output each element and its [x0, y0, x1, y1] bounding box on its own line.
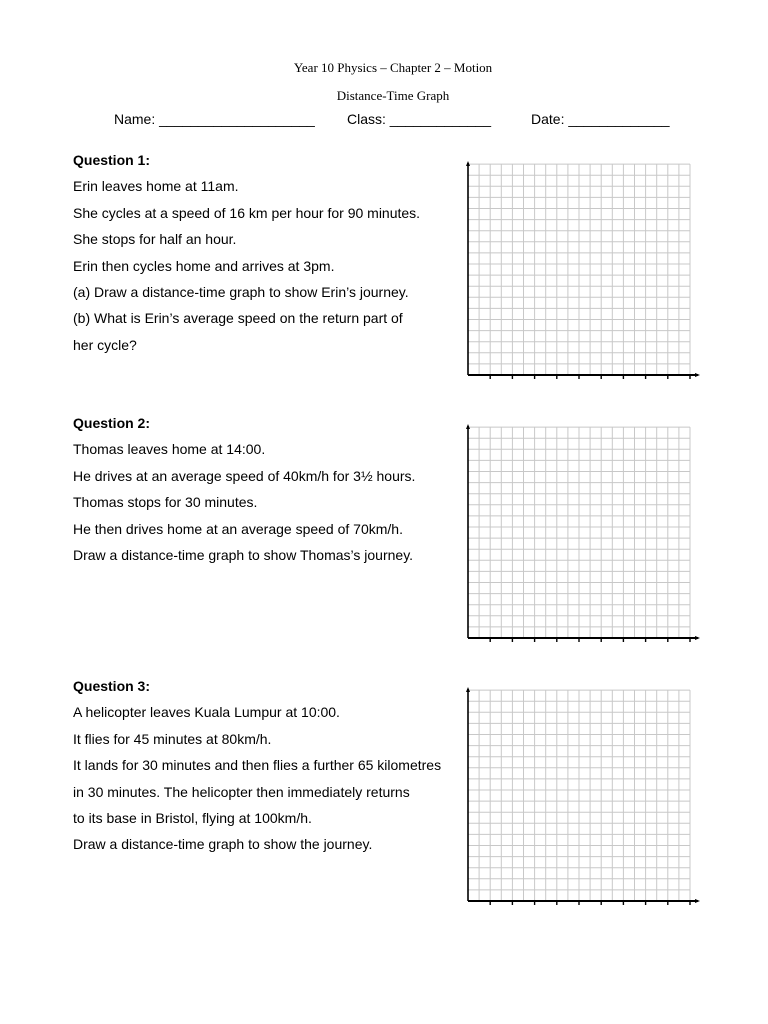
question-2-heading: Question 2:: [73, 415, 151, 431]
question-1-line: Erin then cycles home and arrives at 3pm.: [73, 257, 335, 274]
worksheet-subtitle: Distance-Time Graph: [336, 88, 450, 103]
x-axis-arrow: [695, 899, 700, 903]
question-1-line: Erin leaves home at 11am.: [73, 178, 239, 195]
question-3-line: It flies for 45 minutes at 80km/h.: [73, 730, 272, 747]
question-1-line: (b) What is Erin’s average speed on the return part of: [73, 310, 403, 327]
question-2-line: He drives at an average speed of 40km/h for 3½ hours.: [73, 467, 416, 484]
question-3-line: in 30 minutes. The helicopter then immediately returns: [73, 783, 410, 800]
name-field: Name: ____________________: [114, 111, 315, 127]
y-axis-arrow: [466, 161, 470, 166]
question-2-line: Thomas leaves home at 14:00.: [73, 441, 266, 458]
question-1-line: her cycle?: [73, 336, 137, 353]
question-1-line: She stops for half an hour.: [73, 231, 237, 248]
question-1-line: She cycles at a speed of 16 km per hour for 90 minutes.: [73, 204, 421, 221]
question-1: [73, 150, 420, 361]
question-3-line: to its base in Bristol, flying at 100km/h.: [73, 809, 312, 826]
y-axis-arrow: [466, 424, 470, 429]
graph-grid-1: [462, 160, 702, 380]
worksheet-title: Year 10 Physics – Chapter 2 – Motion: [293, 60, 493, 75]
question-3-line: A helicopter leaves Kuala Lumpur at 10:00.: [73, 704, 340, 721]
grid-svg: [462, 160, 702, 380]
graph-grid-2: [462, 423, 702, 643]
question-1-heading: Question 1:: [73, 152, 151, 168]
question-3: [73, 676, 441, 861]
question-3-heading: Question 3:: [73, 678, 151, 694]
y-axis-arrow: [466, 687, 470, 692]
question-3-line: It lands for 30 minutes and then flies a further 65 kilometres: [73, 757, 442, 774]
question-2-line: He then drives home at an average speed of 70km/h.: [73, 520, 403, 537]
question-2: [73, 413, 415, 571]
question-3-line: Draw a distance-time graph to show the journey.: [73, 836, 373, 853]
x-axis-arrow: [695, 373, 700, 377]
graph-grid-3: [462, 686, 702, 906]
question-2-line: Draw a distance-time graph to show Thomas’s journey.: [73, 546, 414, 563]
grid-svg: [462, 686, 702, 906]
question-1-line: (a) Draw a distance-time graph to show Erin’s journey.: [73, 283, 409, 300]
grid-svg: [462, 423, 702, 643]
x-axis-arrow: [695, 636, 700, 640]
date-field: Date: _____________: [531, 111, 670, 127]
question-2-line: Thomas stops for 30 minutes.: [73, 494, 258, 511]
class-field: Class: _____________: [347, 111, 492, 127]
